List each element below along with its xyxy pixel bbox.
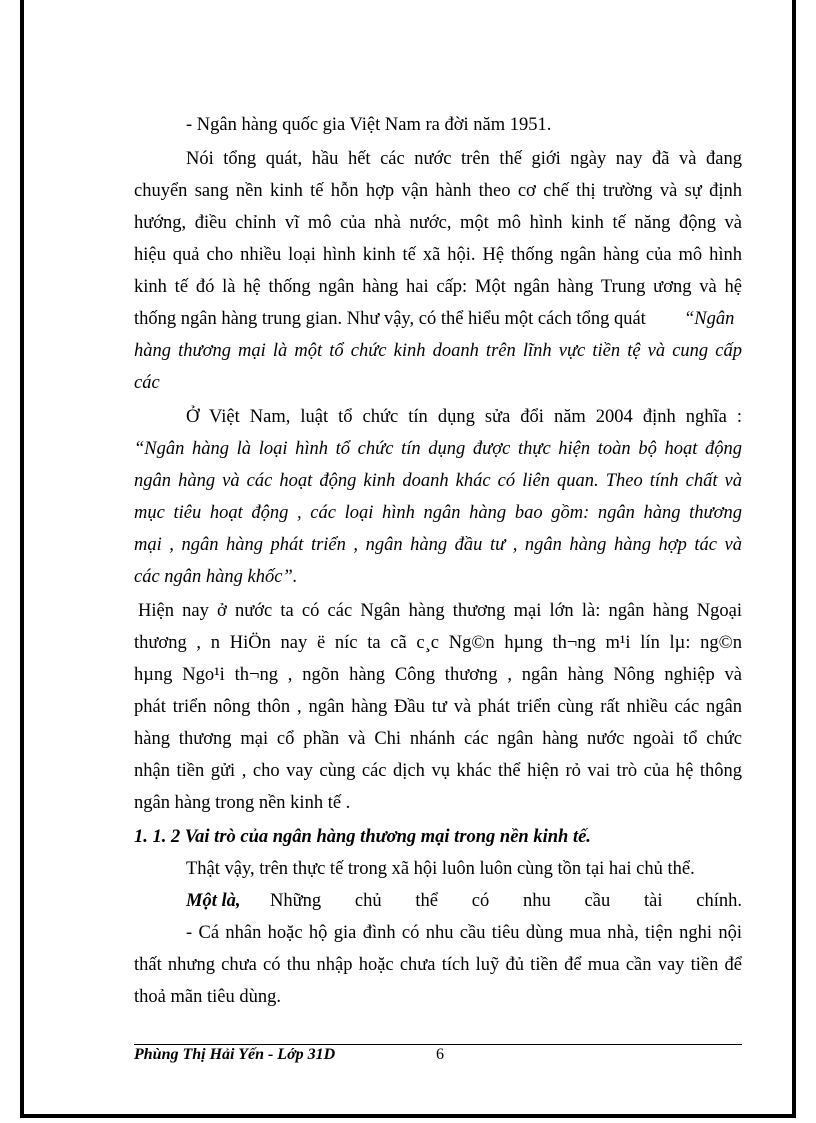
paragraph-line: ngân hàng trong nền kinh tế . [134, 793, 351, 813]
paragraph-line: Nói tổng quát, hầu hết các nước trên thế giới ngày nay đã và đang [186, 149, 742, 169]
paragraph-line: Hiện nay ở nước ta có các Ngân hàng thương mại lớn là: ngân hàng Ngoại [138, 601, 742, 621]
emphasis-label: Một là, [186, 891, 241, 911]
paragraph-line: kinh tế đó là hệ thống ngân hàng hai cấp: Một ngân hàng Trung ương và hệ [134, 277, 742, 297]
italic-line: mục tiêu hoạt động , các loại hình ngân hàng bao gồm: ngân hàng thương [134, 503, 742, 523]
paragraph-line: Ở Việt Nam, luật tổ chức tín dụng sửa đổi năm 2004 định nghĩa : [186, 407, 742, 427]
italic-line: các [134, 373, 160, 393]
paragraph-line: Những chủ thể có nhu cầu tài chính. [270, 891, 742, 911]
italic-line: các ngân hàng khốc”. [134, 567, 298, 587]
paragraph-line: thất nhưng chưa có thu nhập hoặc chưa tích luỹ đủ tiền để mua cần vay tiền để [134, 955, 742, 975]
italic-line: hàng thương mại là một tổ chức kinh doanh trên lĩnh vực tiền tệ và cung cấp [134, 341, 742, 361]
section-heading: 1. 1. 2 Vai trò của ngân hàng thương mại trong nền kinh tế. [134, 827, 591, 847]
italic-line: “Ngân hàng là loại hình tổ chức tín dụng được thực hiện toàn bộ hoạt động [134, 439, 742, 459]
paragraph-line: hiệu quả cho nhiều loại hình kinh tế xã hội. Hệ thống ngân hàng của mô hình [134, 245, 742, 265]
paragraph-line: Thật vậy, trên thực tế trong xã hội luôn luôn cùng tồn tại hai chủ thể. [186, 859, 695, 879]
footer-author: Phùng Thị Hải Yến - Lớp 31D [134, 1046, 336, 1063]
paragraph-line: thoả mãn tiêu dùng. [134, 987, 281, 1007]
paragraph-line: hµng Ngo¹i th¬ng , ngõn hàng Công thương , ngân hàng Nông nghiệp và [134, 665, 742, 685]
paragraph-line: - Ngân hàng quốc gia Việt Nam ra đời năm 1951. [186, 115, 552, 135]
paragraph-line: thương , n HiÖn nay ë níc ta cã c¸c Ng©n hµng th¬ng m¹i lín lµ: ng©n [134, 633, 742, 653]
paragraph-line: nhận tiền gửi , cho vay cùng các dịch vụ khác thể hiện rỏ vai trò của hệ thông [134, 761, 742, 781]
footer-divider [134, 1044, 742, 1045]
paragraph-line: phát triển nông thôn , ngân hàng Đầu tư và phát triển cùng rất nhiều các ngân [134, 697, 742, 717]
paragraph-line: hàng thương mại cổ phần và Chi nhánh các ngân hàng nước ngoài tổ chức [134, 729, 742, 749]
italic-line: mại , ngân hàng phát triển , ngân hàng đầu tư , ngân hàng hàng hợp tác và [134, 535, 742, 555]
quote-start: “Ngân [684, 309, 735, 329]
paragraph-line: - Cá nhân hoặc hộ gia đình có nhu cầu tiêu dùng mua nhà, tiện nghi nội [186, 923, 742, 943]
italic-line: ngân hàng và các hoạt động kinh doanh khác có liên quan. Theo tính chất và [134, 471, 742, 491]
page-number: 6 [436, 1046, 444, 1063]
paragraph-line: hướng, điều chỉnh vĩ mô của nhà nước, một mô hình kinh tế năng động và [134, 213, 742, 233]
paragraph-line: thống ngân hàng trung gian. Như vậy, có thể hiểu một cách tổng quát [134, 309, 646, 329]
paragraph-line: chuyển sang nền kinh tế hỗn hợp vận hành theo cơ chế thị trường và sự định [134, 181, 742, 201]
